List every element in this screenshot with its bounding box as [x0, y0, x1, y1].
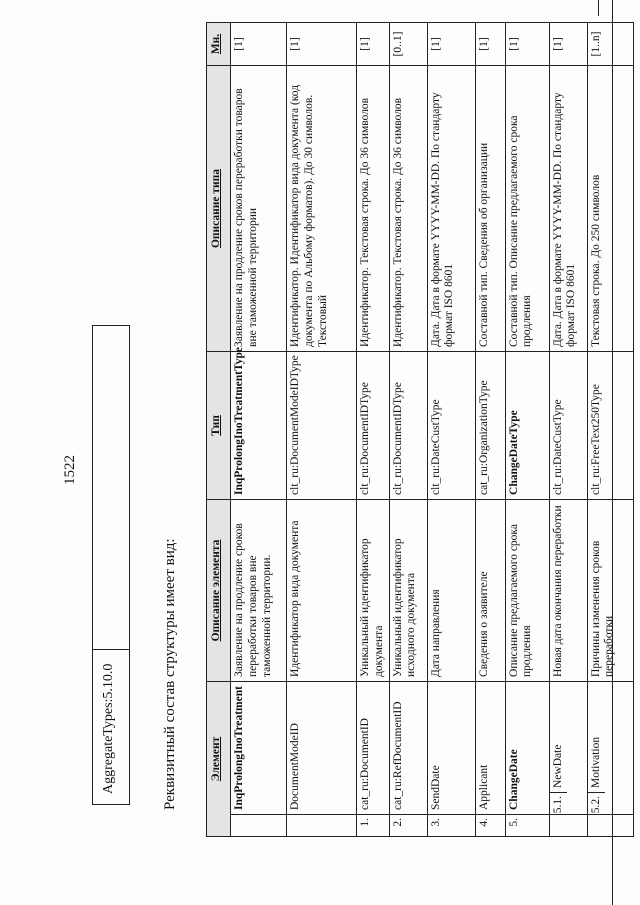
element-description: Описание предлагаемого срока продления: [505, 499, 549, 681]
element-description: Уникальный идентификатор исходного документа: [389, 499, 427, 681]
type-description: Дата. Дата в формате YYYY-MM-DD. По стандарту формат ISO 8601: [427, 65, 475, 351]
element-description: Уникальный идентификатор документа: [357, 499, 390, 681]
sub-row-number: 5.2.: [588, 792, 606, 814]
type-description: Идентификатор. Текстовая строка. До 36 символов: [389, 65, 427, 351]
multiplicity: [1..n]: [587, 22, 633, 65]
element-name: SendDate: [427, 681, 475, 814]
table-header-row: [207, 22, 231, 836]
table-row: [475, 22, 505, 836]
type-description: Идентификатор. Текстовая строка. До 36 символов: [357, 65, 390, 351]
page-number: 1522: [62, 455, 78, 485]
header-multiplicity: Мн.: [207, 22, 231, 65]
row-number: 5.: [505, 815, 549, 837]
element-name: cat_ru:RefDocumentID: [389, 681, 427, 814]
aggregate-types-box: [92, 325, 130, 805]
row-number: [287, 815, 357, 837]
row-number: [231, 815, 287, 837]
table-row: [357, 22, 390, 836]
row-number: 3.: [427, 815, 475, 837]
element-name: Applicant: [475, 681, 505, 814]
type-name: clt_ru:DocumentModeIDType: [287, 351, 357, 499]
element-description: Новая дата окончания переработки: [549, 499, 587, 681]
table-row: [287, 22, 357, 836]
element-description: Сведения о заявителе: [475, 499, 505, 681]
header-element-description: Описание элемента: [207, 499, 231, 681]
type-description: Заявление на продление сроков переработки товаров вне таможенной территории: [231, 65, 287, 351]
type-description: Составной тип. Сведения об организации: [475, 65, 505, 351]
row-number: 4.: [475, 815, 505, 837]
row-number: 1.: [357, 815, 390, 837]
element-description: Дата направления: [427, 499, 475, 681]
sub-row-number: 5.1.: [550, 792, 568, 814]
type-name: clt_ru:FreeText250Type: [587, 351, 633, 499]
type-name: clt_ru:DocumentIDType: [357, 351, 390, 499]
row-number: [587, 815, 633, 837]
type-name: ChangeDateType: [505, 351, 549, 499]
element-name: ChangeDate: [505, 681, 549, 814]
aggregate-types-label: AggregateTypes:5.10.0: [93, 649, 129, 804]
element-name: NewDate: [551, 744, 564, 788]
type-description: Идентификатор. Идентификатор вида документа (код документа по Альбому форматов). До 30 символов. Текстовый: [287, 65, 357, 351]
type-description: Текстовая строка. До 250 символов: [587, 65, 633, 351]
multiplicity: [1]: [549, 22, 587, 65]
element-description: Идентификатор вида документа: [287, 499, 357, 681]
header-type: Тип: [207, 351, 231, 499]
type-name: InqProlongInoTreatmentType: [231, 351, 287, 499]
type-description: Дата. Дата в формате YYYY-MM-DD. По стандарту формат ISO 8601: [549, 65, 587, 351]
multiplicity: [1]: [427, 22, 475, 65]
element-cell: [587, 681, 633, 814]
element-name: DocumentModeID: [287, 681, 357, 814]
type-name: clt_ru:DocumentIDType: [389, 351, 427, 499]
header-element: Элемент: [207, 681, 231, 836]
element-cell: [549, 681, 587, 814]
table-row: [389, 22, 427, 836]
multiplicity: [0..1]: [389, 22, 427, 65]
multiplicity: [1]: [475, 22, 505, 65]
element-name: InqProlongInoTreatment: [231, 681, 287, 814]
type-description: Составной тип. Описание предлагаемого срока продления: [505, 65, 549, 351]
row-number: 2.: [389, 815, 427, 837]
element-name: cat_ru:DocumentID: [357, 681, 390, 814]
element-name: Motivation: [589, 736, 602, 788]
table-row: [587, 22, 633, 836]
header-type-description: Описание типа: [207, 65, 231, 351]
table-row: [505, 22, 549, 836]
table-row: [231, 22, 287, 836]
multiplicity: [1]: [231, 22, 287, 65]
multiplicity: [1]: [287, 22, 357, 65]
element-description: Причины изменения сроков переработки: [587, 499, 633, 681]
structure-table: [206, 22, 634, 837]
table-row: [549, 22, 587, 836]
table-row: [427, 22, 475, 836]
element-description: Заявление на продление сроков переработки товаров вне таможенной территории.: [231, 499, 287, 681]
intro-text: Реквизитный состав структуры имеет вид:: [162, 538, 178, 810]
multiplicity: [1]: [505, 22, 549, 65]
multiplicity: [1]: [357, 22, 390, 65]
type-name: clt_ru:DateCustType: [549, 351, 587, 499]
type-name: clt_ru:DateCustType: [427, 351, 475, 499]
row-number: [549, 815, 587, 837]
type-name: cat_ru:OrganizationType: [475, 351, 505, 499]
